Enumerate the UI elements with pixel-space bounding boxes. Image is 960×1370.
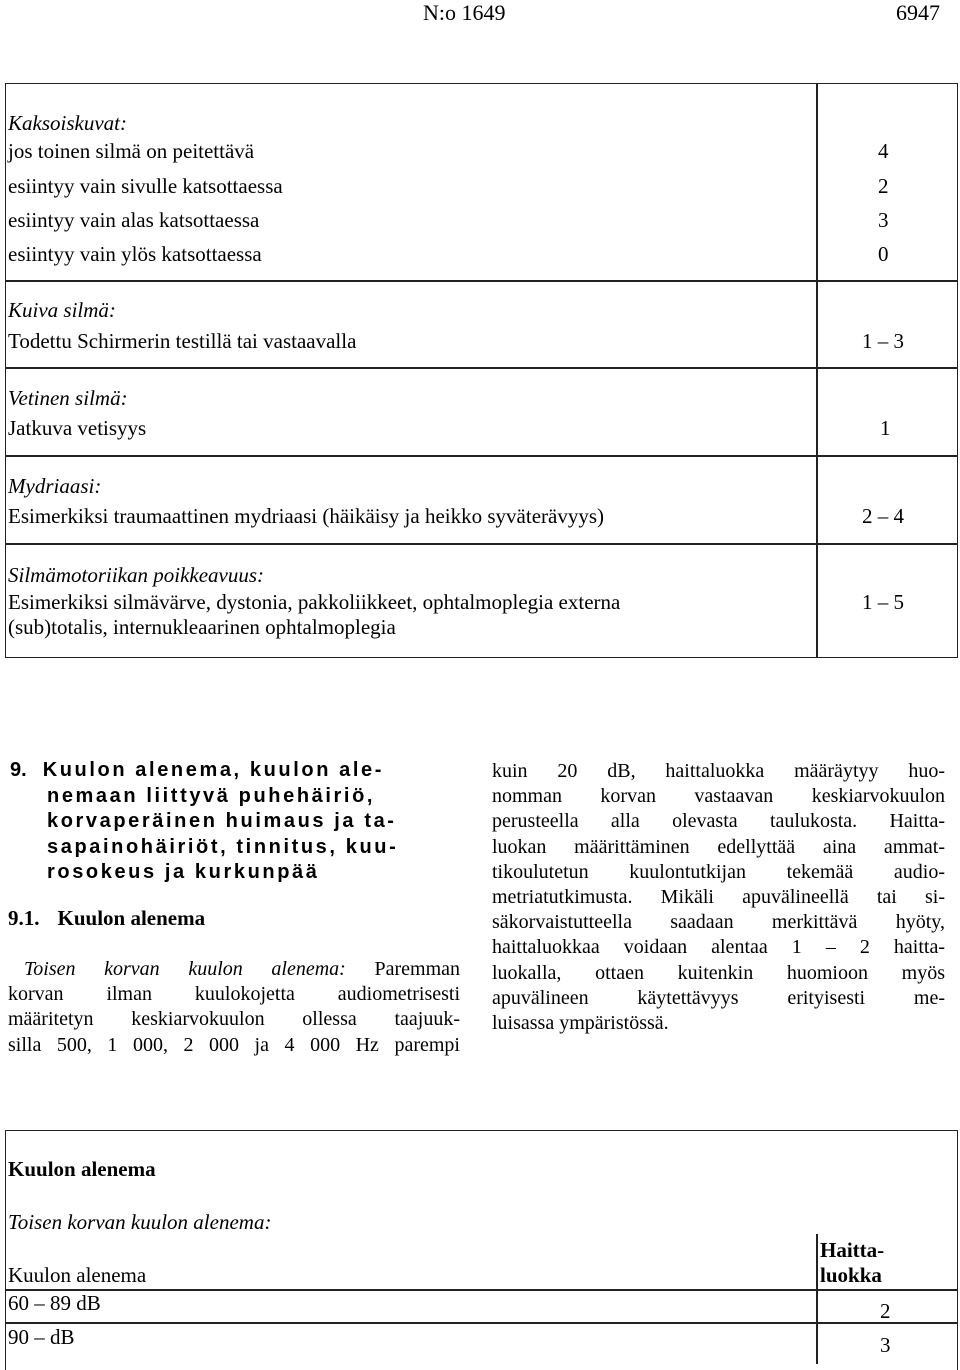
section-title-line: nemaan liittyvä puhehäiriö, bbox=[47, 784, 376, 807]
section-number: 9. bbox=[10, 759, 27, 781]
top-table-divider bbox=[5, 455, 958, 457]
bottom-table-col-header: Kuulon alenema bbox=[8, 1263, 147, 1287]
bottom-table-col-header-luokka: luokka bbox=[820, 1263, 882, 1287]
bottom-table-subtitle: Toisen korvan kuulon alenema: bbox=[8, 1210, 272, 1234]
top-table-divider bbox=[5, 543, 958, 545]
bottom-table-row-value: 2 bbox=[880, 1299, 891, 1323]
document-number: N:o 1649 bbox=[423, 0, 506, 25]
bottom-table-column-divider bbox=[816, 1234, 818, 1364]
table-row-value: 0 bbox=[878, 242, 889, 266]
paragraph-line: metriatutkimusta. Mikäli apuvälineellä tai si- bbox=[492, 886, 945, 909]
table-row-value: 1 – 3 bbox=[862, 329, 904, 353]
table-row-label: Esimerkiksi traumaattinen mydriaasi (häikäisy ja heikko syväterävyys) bbox=[8, 504, 604, 528]
paragraph-line: säkorvaistutteella saadaan merkittävä hyöty, bbox=[492, 911, 945, 934]
subsection-number: 9.1. bbox=[8, 906, 40, 930]
paragraph-line: haittaluokkaa voidaan alentaa 1 – 2 haitta- bbox=[492, 936, 945, 959]
table-row-label: Jatkuva vetisyys bbox=[8, 416, 147, 440]
table-row-value: 1 – 5 bbox=[862, 590, 904, 614]
group-title: Kaksoiskuvat: bbox=[8, 111, 127, 135]
paragraph-line: luisassa ympäristössä. bbox=[492, 1012, 669, 1035]
table-row-label: (sub)totalis, internukleaarinen ophtalmoplegia bbox=[8, 615, 396, 639]
paragraph-line: apuvälineen käytettävyys erityisesti me- bbox=[492, 986, 945, 1009]
table-row-label: Esimerkiksi silmävärve, dystonia, pakkoliikkeet, ophtalmoplegia externa bbox=[8, 590, 621, 614]
paragraph-line: luokan määrittäminen edellyttää aina ammat- bbox=[492, 835, 945, 858]
bottom-table-row-value: 3 bbox=[880, 1333, 891, 1357]
section-title bbox=[10, 758, 440, 886]
group-title: Kuiva silmä: bbox=[8, 298, 116, 322]
right-paragraph bbox=[492, 759, 945, 1036]
paragraph-line: tikoulutetun kuulontutkijan tekemää audio- bbox=[492, 860, 945, 883]
table-row-value: 2 – 4 bbox=[862, 504, 904, 528]
left-paragraph bbox=[8, 957, 460, 1058]
top-table-divider bbox=[5, 367, 958, 369]
bottom-table-divider bbox=[5, 1289, 958, 1291]
section-title-line: sapainohäiriöt, tinnitus, kuu- bbox=[47, 835, 399, 858]
paragraph-line: määritetyn keskiarvokuulon ollessa taajuuk- bbox=[8, 1008, 460, 1031]
table-row-label: Todettu Schirmerin testillä tai vastaavalla bbox=[8, 329, 357, 353]
section-title-line: rosokeus ja kurkunpää bbox=[47, 861, 320, 883]
bottom-table-row-label: 60 – 89 dB bbox=[8, 1291, 101, 1315]
bottom-table-title: Kuulon alenema bbox=[8, 1157, 156, 1181]
bottom-table-col-header-haitta: Haitta- bbox=[820, 1238, 885, 1262]
table-row-label: esiintyy vain alas katsottaessa bbox=[8, 208, 260, 232]
table-row-value: 3 bbox=[878, 208, 889, 232]
table-row-value: 2 bbox=[878, 174, 889, 198]
table-row-label: jos toinen silmä on peitettävä bbox=[8, 139, 255, 163]
bottom-table-divider bbox=[5, 1322, 958, 1324]
top-table-column-divider bbox=[816, 83, 818, 658]
paragraph-line: korvan ilman kuulokojetta audiometrisesti bbox=[8, 983, 460, 1006]
group-title: Mydriaasi: bbox=[8, 474, 102, 498]
paragraph-line: kuin 20 dB, haittaluokka määräytyy huo- bbox=[492, 760, 945, 782]
group-title: Silmämotoriikan poikkeavuus: bbox=[8, 563, 265, 587]
bottom-table-row-label: 90 – dB bbox=[8, 1325, 75, 1349]
table-row-value: 4 bbox=[878, 139, 889, 163]
table-row-label: esiintyy vain ylös katsottaessa bbox=[8, 242, 262, 266]
paragraph-lead-rest: Paremman bbox=[345, 958, 460, 980]
top-table-divider bbox=[5, 280, 958, 282]
page-number: 6947 bbox=[896, 0, 940, 25]
subsection-title bbox=[8, 906, 205, 931]
subsection-name: Kuulon alenema bbox=[57, 906, 206, 930]
paragraph-lead-italic: Toisen korvan kuulon alenema: bbox=[24, 958, 346, 980]
paragraph-line: silla 500, 1 000, 2 000 ja 4 000 Hz parempi bbox=[8, 1033, 460, 1056]
table-row-value: 1 bbox=[880, 416, 891, 440]
section-title-line: korvaperäinen huimaus ja ta- bbox=[47, 810, 397, 832]
paragraph-line: luokalla, ottaen kuitenkin huomioon myös bbox=[492, 961, 945, 984]
section-title-line: Kuulon alenema, kuulon ale- bbox=[42, 759, 385, 781]
group-title: Vetinen silmä: bbox=[8, 386, 128, 410]
table-row-label: esiintyy vain sivulle katsottaessa bbox=[8, 174, 283, 198]
paragraph-line: perusteella alla olevasta taulukosta. Haitta- bbox=[492, 810, 945, 833]
paragraph-line: nomman korvan vastaavan keskiarvokuulon bbox=[492, 785, 945, 808]
